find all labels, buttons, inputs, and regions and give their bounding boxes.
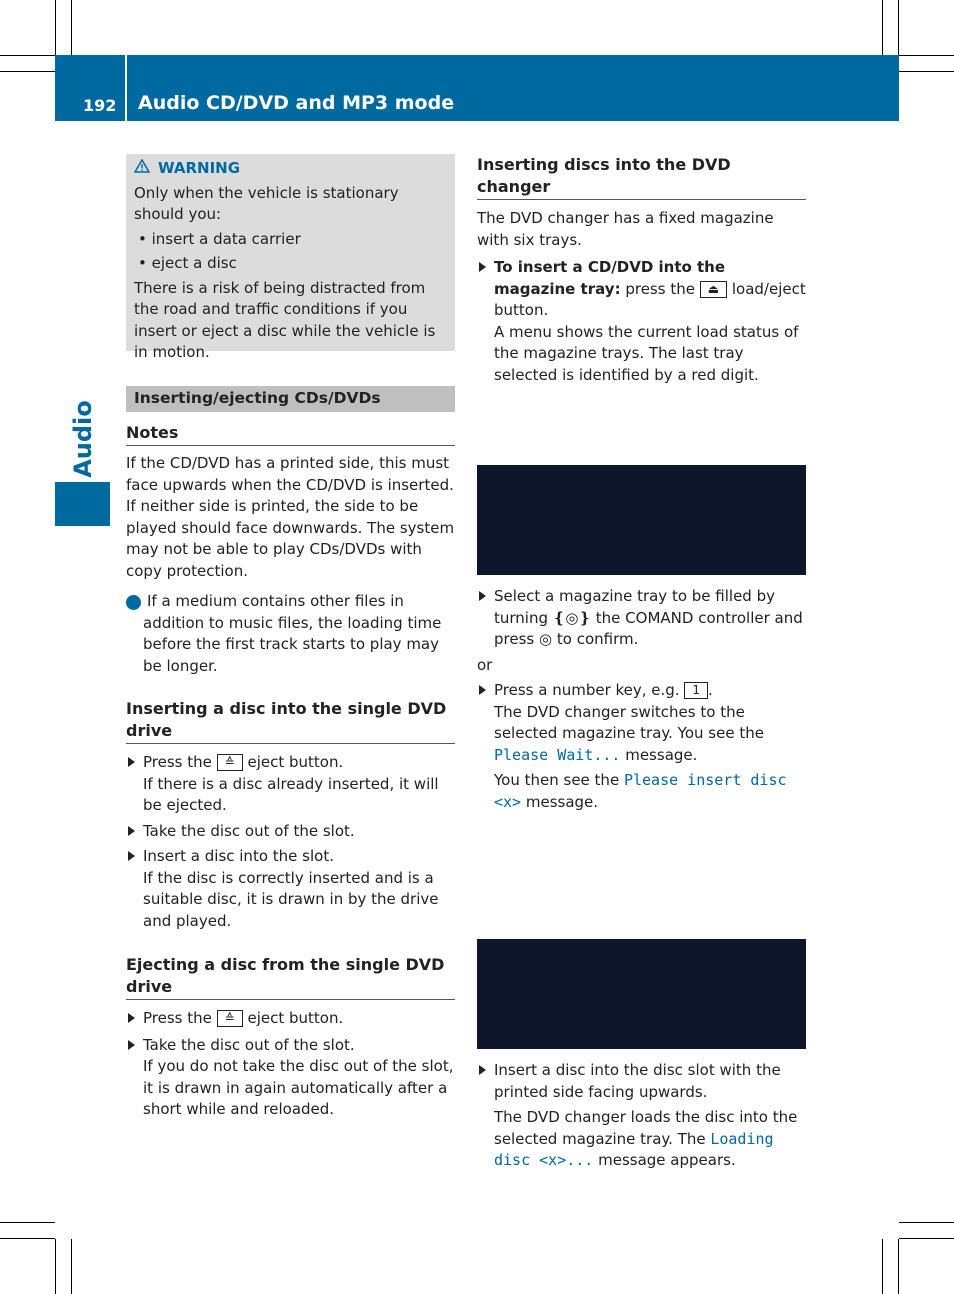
display-screenshot-insert-disc (477, 939, 806, 1049)
side-tab-label (55, 400, 110, 478)
crop-mark (55, 1239, 56, 1294)
step-arrow-icon (128, 1040, 135, 1050)
step-item: Insert a disc into the disc slot with the printed side facing upwards. The DVD changer loads the disc into the selected magazine tray. The Loading disc <x>... message appears. (477, 1060, 806, 1172)
single-eject-heading: Ejecting a disc from the single DVD drive (126, 954, 455, 1000)
warning-box (126, 154, 455, 361)
step-arrow-icon (128, 1013, 135, 1023)
crop-mark (898, 0, 899, 55)
warning-bullet: • insert a data carrier (138, 229, 301, 248)
number-key-icon: 1 (684, 682, 708, 699)
crop-mark (899, 1222, 954, 1223)
load-eject-key-icon: ⏏ (700, 281, 727, 298)
warning-triangle-icon (134, 158, 150, 180)
side-tab-text: Audio (68, 400, 97, 478)
controller-press-icon: ◎ (539, 630, 553, 648)
display-message: Please Wait... (494, 745, 621, 764)
crop-mark (0, 55, 55, 56)
warning-intro: Only when the vehicle is stationary should you: (134, 183, 399, 223)
step-note: If the disc is correctly inserted and is a suitable disc, it is drawn in by the drive and played. (143, 868, 439, 930)
step-item: Take the disc out of the slot. (126, 821, 455, 843)
display-message: Loading disc <x>... (494, 1129, 774, 1169)
step-arrow-icon (128, 851, 135, 861)
section-title: Inserting/ejecting CDs/DVDs (126, 386, 455, 412)
left-column (123, 154, 455, 1121)
info-icon: i (126, 595, 141, 610)
step-arrow-icon (479, 591, 486, 601)
display-screenshot-tray-menu (477, 465, 806, 575)
crop-mark (899, 71, 954, 72)
side-tab (55, 482, 110, 526)
crop-mark (0, 1238, 55, 1239)
step-arrow-icon (128, 757, 135, 767)
display-message: Please insert disc <x> (494, 771, 787, 811)
step-item: Press the ≙ eject button. (126, 1008, 455, 1030)
crop-mark (71, 0, 72, 55)
step-note: If there is a disc already inserted, it will be ejected. (143, 774, 439, 814)
step-item: Press the ≙ eject button. If there is a disc already inserted, it will be ejected. (126, 752, 455, 817)
crop-mark (899, 1238, 954, 1239)
crop-mark (899, 55, 954, 56)
info-note: i If a medium contains other files in addition to music files, the loading time before the first track starts to play may be longer. (123, 592, 442, 675)
warning-title: WARNING (158, 159, 241, 177)
crop-mark (55, 0, 56, 55)
step-arrow-icon (128, 826, 135, 836)
crop-mark (898, 1239, 899, 1294)
eject-key-icon: ≙ (217, 754, 243, 771)
step-arrow-icon (479, 685, 486, 695)
right-column-bottom (477, 1060, 806, 1172)
step-item: Insert a disc into the slot. If the disc is correctly inserted and is a suitable disc, it is drawn in by the drive and played. (126, 846, 455, 932)
step-item: Press a number key, e.g. 1 . The DVD changer switches to the selected magazine tray. You see the Please Wait... message. You then see the Please insert disc <x> message. (477, 680, 806, 813)
header-divider (125, 55, 127, 121)
warning-heading (134, 158, 447, 180)
crop-mark (882, 1239, 883, 1294)
warning-bullet: • eject a disc (138, 254, 237, 272)
or-label: or (477, 655, 493, 674)
notes-heading: Notes (126, 422, 455, 447)
crop-mark (0, 1222, 55, 1223)
step-note: The DVD changer switches to the selected magazine tray. You see the Please Wait... message. (494, 702, 764, 764)
changer-intro: The DVD changer has a fixed magazine with six trays. (477, 209, 774, 249)
step-item: Take the disc out of the slot. If you do not take the disc out of the slot, it is drawn in again automatically after a short while and reloaded. (126, 1035, 455, 1121)
step-arrow-icon (479, 1065, 486, 1075)
step-note: You then see the Please insert disc <x> message. (494, 771, 787, 811)
step-item: To insert a CD/DVD into the magazine tray: press the ⏏ load/eject button. A menu shows the current load status of the magazine trays. The last tray selected is identified by a red digit. (477, 257, 806, 386)
single-insert-heading: Inserting a disc into the single DVD drive (126, 698, 455, 744)
notes-text: If the CD/DVD has a printed side, this must face upwards when the CD/DVD is inserted. If neither side is printed, the side to be played should face downwards. The system may not be able to play CDs/DVDs with copy protection. (126, 454, 455, 580)
step-note: If you do not take the disc out of the slot, it is drawn in again automatically after a short while and reloaded. (143, 1057, 454, 1118)
warning-body: There is a risk of being distracted from the road and traffic conditions if you insert or eject a disc while the vehicle is in motion. (134, 278, 436, 361)
crop-mark (71, 1239, 72, 1294)
step-item: Select a magazine tray to be filled by turning ❴◎❵ the COMAND controller and press ◎ to confirm. (477, 586, 806, 651)
right-column (477, 154, 806, 386)
crop-mark (0, 71, 55, 72)
crop-mark (882, 0, 883, 55)
step-note: The DVD changer loads the disc into the selected magazine tray. The Loading disc <x>... message appears. (494, 1108, 798, 1169)
changer-heading: Inserting discs into the DVD changer (477, 154, 806, 200)
step-arrow-icon (479, 262, 486, 272)
controller-turn-icon: ❴◎❵ (552, 608, 592, 627)
page-number: 192 (83, 96, 117, 115)
eject-key-icon: ≙ (217, 1010, 243, 1027)
chapter-title: Audio CD/DVD and MP3 mode (138, 92, 455, 114)
step-note: A menu shows the current load status of the magazine trays. The last tray selected is identified by a red digit. (494, 322, 799, 384)
right-column-middle (477, 586, 806, 813)
